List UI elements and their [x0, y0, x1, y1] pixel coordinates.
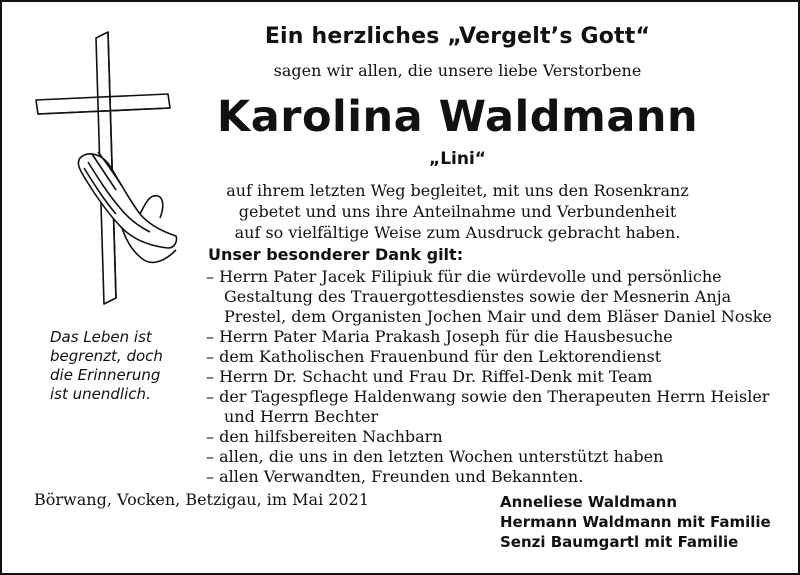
thanks-line: – Herrn Pater Jacek Filipiuk für die würdevolle und persönliche: [206, 267, 722, 286]
signers: [500, 492, 771, 552]
thanks-line: und Herrn Bechter: [224, 407, 379, 426]
memorial-quote: [50, 328, 163, 404]
quote-line: Das Leben ist: [50, 328, 152, 346]
thanks-list: [206, 267, 772, 487]
signer-name: Senzi Baumgartl mit Familie: [500, 533, 739, 551]
thanks-line: – der Tagespflege Haldenwang sowie den Therapeuten Herrn Heisler: [206, 387, 770, 406]
quote-line: begrenzt, doch: [50, 347, 163, 365]
quote-line: die Erinnerung: [50, 366, 161, 384]
thanks-line: – den hilfsbereiten Nachbarn: [206, 427, 443, 446]
thank-you-heading: Ein herzliches „Vergelt’s Gott“: [264, 24, 651, 49]
thanks-line: – allen Verwandten, Freunden und Bekannten.: [206, 467, 584, 486]
thanks-line: – Herrn Dr. Schacht und Frau Dr. Riffel-Denk mit Team: [206, 367, 653, 386]
thanks-line: – dem Katholischen Frauenbund für den Lektorendienst: [206, 347, 662, 366]
signer-name: Hermann Waldmann mit Familie: [500, 513, 771, 531]
thank-you-subheading: sagen wir allen, die unsere liebe Verstorbene: [273, 61, 642, 80]
cross-with-praying-hands-icon: [28, 28, 188, 328]
intro-line: auf so vielfältige Weise zum Ausdruck gebracht haben.: [234, 223, 681, 242]
quote-line: ist unendlich.: [50, 385, 151, 403]
intro-line: gebetet und uns ihre Anteilnahme und Verbundenheit: [238, 202, 677, 221]
intro-paragraph: [200, 180, 715, 243]
signer-name: Anneliese Waldmann: [500, 493, 678, 511]
thanks-title: Unser besonderer Dank gilt:: [208, 245, 464, 264]
deceased-name: Karolina Waldmann: [216, 92, 699, 142]
thanks-line: Gestaltung des Trauergottesdienstes sowie der Mesnerin Anja: [224, 287, 732, 306]
deceased-nickname: „Lini“: [429, 149, 486, 169]
thanks-line: – allen, die uns in den letzten Wochen unterstützt haben: [206, 447, 664, 466]
thanks-line: – Herrn Pater Maria Prakash Joseph für die Hausbesuche: [206, 327, 673, 346]
thanks-line: Prestel, dem Organisten Jochen Mair und dem Bläser Daniel Noske: [224, 307, 772, 326]
intro-line: auf ihrem letzten Weg begleitet, mit uns den Rosenkranz: [226, 181, 689, 200]
place-and-date: Börwang, Vocken, Betzigau, im Mai 2021: [34, 490, 369, 509]
